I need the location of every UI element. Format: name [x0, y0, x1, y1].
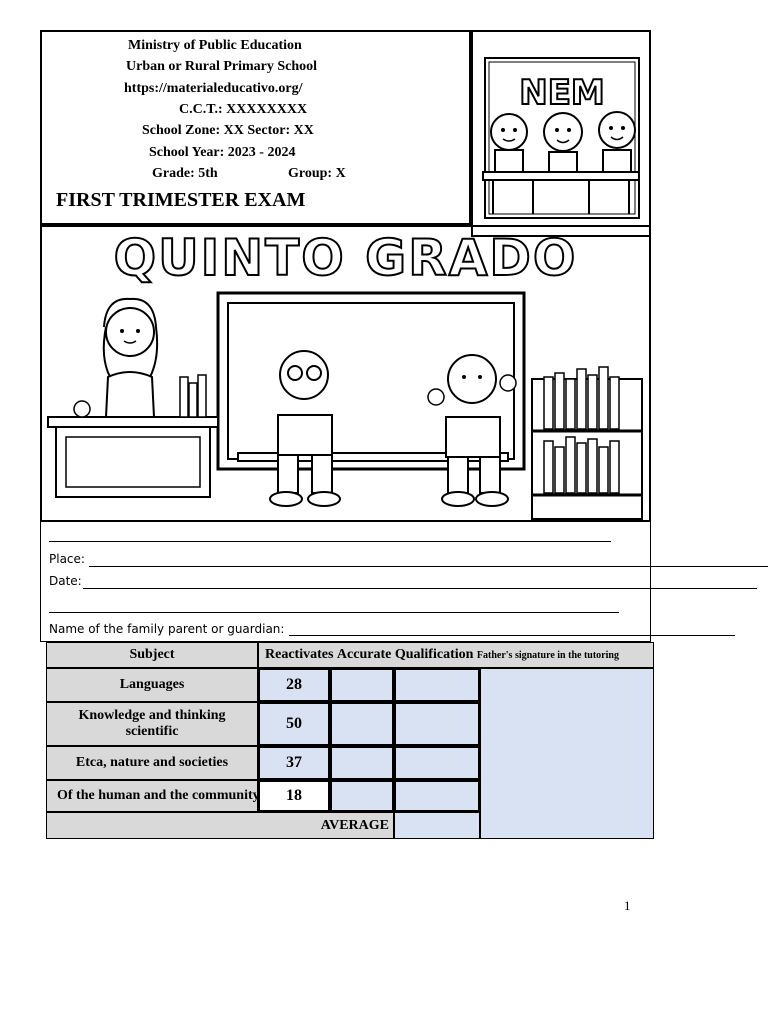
qualification-human-community[interactable]: [394, 780, 480, 812]
classroom-banner: [40, 225, 651, 522]
subject-languages: Languages: [46, 668, 258, 702]
reactivates-human-community: 18: [258, 780, 330, 812]
header-reactivates: Reactivates: [265, 647, 334, 662]
average-label: AVERAGE: [46, 812, 394, 839]
children-reading-illustration: [473, 32, 649, 235]
header-row: [258, 642, 654, 668]
ministry-line: Ministry of Public Education: [128, 38, 302, 53]
grades-table: [46, 642, 654, 839]
subject-human-community: Of the human and the community: [46, 780, 258, 812]
date-label: Date:: [49, 574, 82, 588]
header-subject: Subject: [46, 642, 258, 668]
qualification-languages[interactable]: [394, 668, 480, 702]
subject-knowledge: Knowledge and thinking scientific: [46, 702, 258, 746]
school-line: Urban or Rural Primary School: [126, 59, 318, 74]
qualification-ethics[interactable]: [394, 746, 480, 780]
signature-area[interactable]: [480, 668, 654, 839]
qualification-knowledge[interactable]: [394, 702, 480, 746]
school-year-line: School Year: 2023 - 2024: [149, 145, 296, 160]
name-line[interactable]: [49, 541, 611, 542]
place-label: Place:: [49, 552, 85, 566]
banner-title: QUINTO GRADO: [113, 229, 578, 287]
reactivates-knowledge: 50: [258, 702, 330, 746]
date-line[interactable]: [83, 588, 757, 589]
accurate-knowledge[interactable]: [330, 702, 394, 746]
header-accurate: Accurate: [336, 647, 392, 662]
exam-title: FIRST TRIMESTER EXAM: [56, 189, 306, 211]
accurate-languages[interactable]: [330, 668, 394, 702]
accurate-human-community[interactable]: [330, 780, 394, 812]
place-line[interactable]: [89, 566, 768, 567]
classroom-illustration: [42, 227, 649, 520]
nem-illustration: [471, 30, 651, 237]
average-value[interactable]: [394, 812, 480, 839]
cct-line: C.C.T.: XXXXXXXX: [179, 102, 308, 117]
header-signature: Father's signature in the tutoring: [476, 649, 619, 661]
blank-line[interactable]: [49, 612, 619, 613]
guardian-label: Name of the family parent or guardian:: [49, 622, 285, 636]
grade-line: Grade: 5th: [152, 166, 218, 181]
reactivates-languages: 28: [258, 668, 330, 702]
zone-line: School Zone: XX Sector: XX: [142, 123, 314, 138]
group-line: Group: X: [288, 166, 346, 181]
nem-logo-text: NEM: [519, 73, 605, 113]
guardian-line[interactable]: [289, 635, 735, 636]
school-header: [40, 30, 471, 225]
page-number: 1: [624, 898, 631, 913]
reactivates-ethics: 37: [258, 746, 330, 780]
website-line: https://materialeducativo.org/: [124, 81, 303, 96]
subject-ethics: Etca, nature and societies: [46, 746, 258, 780]
header-qualification: Qualification: [394, 647, 474, 662]
accurate-ethics[interactable]: [330, 746, 394, 780]
student-info-fields: [40, 520, 651, 642]
